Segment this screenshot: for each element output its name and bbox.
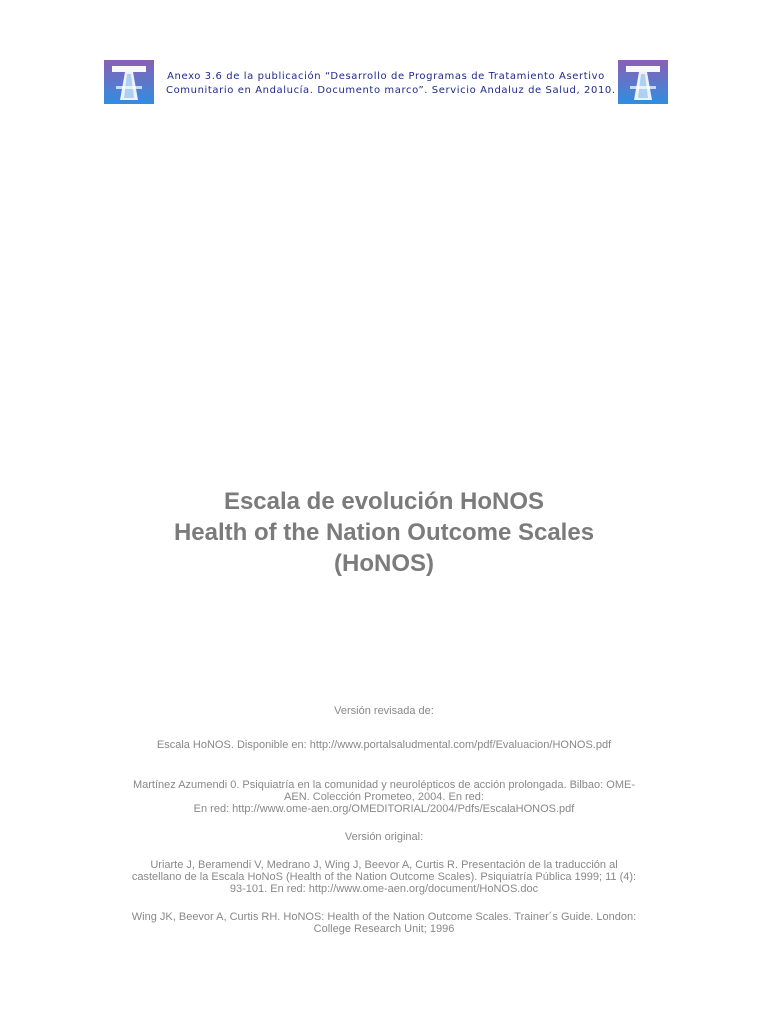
header-line-1: Anexo 3.6 de la publicación “Desarrollo de Programas de Tratamiento Asertivo [167,71,605,82]
logo-icon [104,60,154,104]
reference-2-line-3: En red: http://www.ome-aen.org/OMEDITORIAL/2004/Pdfs/EscalaHONOS.pdf [193,803,575,815]
publication-header [166,70,616,98]
reference-2-line-1: Martínez Azumendi 0. Psiquiatría en la comunidad y neurolépticos de acción prolongada. Bilbao: OME- [132,779,635,791]
document-title [0,486,768,579]
reference-1: Escala HoNOS. Disponible en: http://www.portalsaludmental.com/pdf/Evaluacion/HONOS.pdf [156,739,612,751]
reference-3-line-1: Uriarte J, Beramendi V, Medrano J, Wing J, Beevor A, Curtis R. Presentación de la traducción al [150,859,618,871]
reference-4-line-2: College Research Unit; 1996 [313,923,455,935]
title-line-1: Escala de evolución HoNOS [223,488,545,515]
title-line-3: (HoNOS) [334,550,434,577]
reference-3-line-3: 93-101. En red: http://www.ome-aen.org/document/HoNOS.doc [229,883,539,895]
original-version-label: Versión original: [344,831,424,843]
revised-version-label: Versión revisada de: [334,705,434,717]
sas-logo-left [104,60,154,104]
reference-2-line-2: AEN. Colección Prometeo, 2004. En red: [284,791,484,803]
reference-3-line-2: castellano de la Escala HoNoS (Health of the Nation Outcome Scales). Psiquiatría Pública 1999; 11 (4): [131,871,637,883]
references-section [130,705,638,935]
logo-icon [618,60,668,104]
title-line-2: Health of the Nation Outcome Scales [173,519,595,546]
reference-4-line-1: Wing JK, Beevor A, Curtis RH. HoNOS: Health of the Nation Outcome Scales. Trainer´s Guide. London: [131,911,637,923]
header-line-2: Comunitario en Andalucía. Documento marco”. Servicio Andaluz de Salud, 2010. [166,85,616,96]
sas-logo-right [618,60,668,104]
